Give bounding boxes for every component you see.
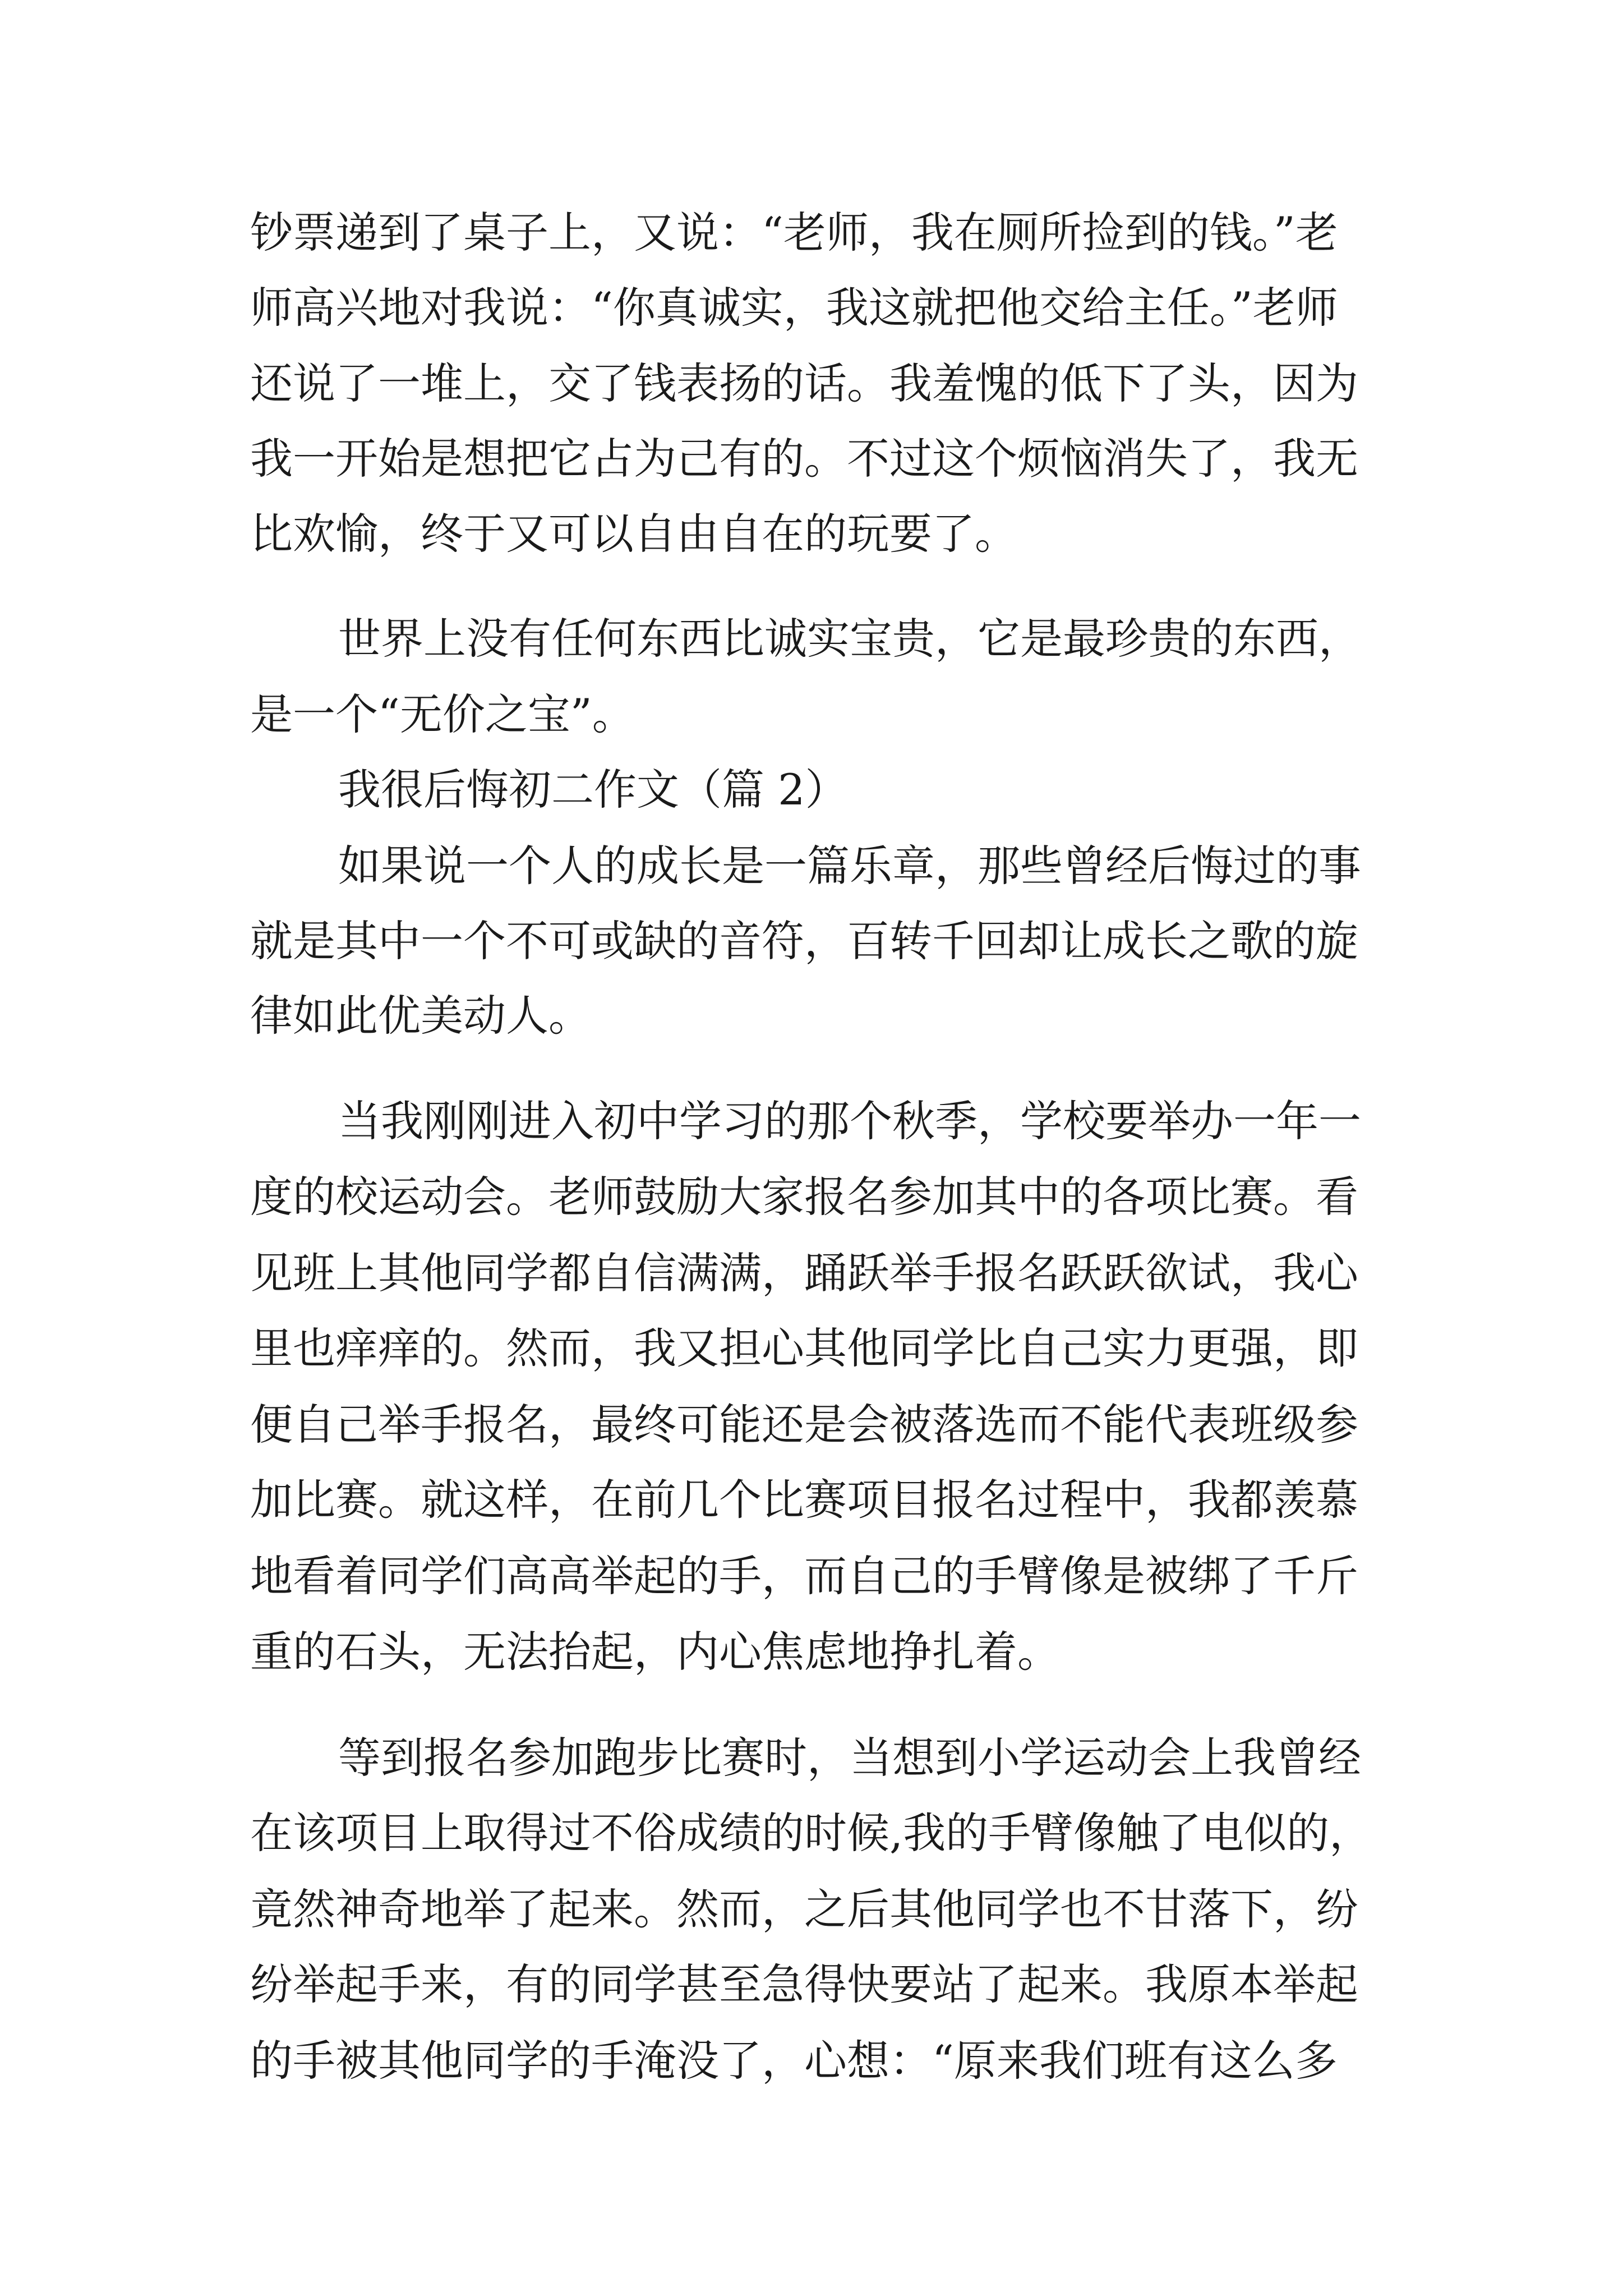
text-line: 等到报名参加跑步比赛时，当想到小学运动会上我曾经: [338, 1733, 1361, 1783]
text-line: 我一开始是想把它占为己有的。不过这个烦恼消失了，我无: [250, 434, 1358, 484]
text-line: 竟然神奇地举了起来。然而，之后其他同学也不甘落下，纷: [250, 1884, 1358, 1934]
text-line: 还说了一堆上，交了钱表扬的话。我羞愧的低下了头，因为: [250, 358, 1358, 408]
text-line: 律如此优美动人。: [250, 991, 591, 1041]
text-line: 在该项目上取得过不俗成绩的时候,我的手臂像触了电似的，: [250, 1808, 1372, 1858]
text-line: 钞票递到了桌子上，又说：“老师，我在厕所捡到的钱。”老: [250, 208, 1338, 257]
text-line: 比欢愉，终于又可以自由自在的玩要了。: [250, 509, 1017, 559]
text-line: 重的石头，无法抬起，内心焦虑地挣扎着。: [250, 1627, 1060, 1677]
section-heading: 我很后悔初二作文（篇 2）: [338, 765, 848, 815]
text-line: 就是其中一个不可或缺的音符，百转千回却让成长之歌的旋: [250, 916, 1358, 966]
text-line: 便自己举手报名，最终可能还是会被落选而不能代表班级参: [250, 1400, 1358, 1450]
text-line: 见班上其他同学都自信满满，踊跃举手报名跃跃欲试，我心: [250, 1248, 1358, 1298]
text-line: 里也痒痒的。然而，我又担心其他同学比自己实力更强，即: [250, 1323, 1358, 1373]
text-line: 度的校运动会。老师鼓励大家报名参加其中的各项比赛。看: [250, 1172, 1358, 1222]
text-line: 的手被其他同学的手淹没了，心想：“原来我们班有这么多: [250, 2036, 1338, 2086]
text-line: 世界上没有任何东西比诚实宝贵，它是最珍贵的东西，: [338, 614, 1361, 664]
text-line: 纷举起手来，有的同学甚至急得快要站了起来。我原本举起: [250, 1959, 1358, 2009]
text-line: 如果说一个人的成长是一篇乐章，那些曾经后悔过的事: [338, 841, 1361, 891]
text-line: 是一个“无价之宝”。: [250, 689, 635, 739]
text-line: 当我刚刚进入初中学习的那个秋季，学校要举办一年一: [338, 1096, 1361, 1146]
text-line: 加比赛。就这样，在前几个比赛项目报名过程中，我都羡慕: [250, 1475, 1358, 1525]
text-line: 地看着同学们高高举起的手，而自己的手臂像是被绑了千斤: [250, 1551, 1358, 1601]
text-line: 师高兴地对我说：“你真诚实，我这就把他交给主任。”老师: [250, 283, 1338, 333]
